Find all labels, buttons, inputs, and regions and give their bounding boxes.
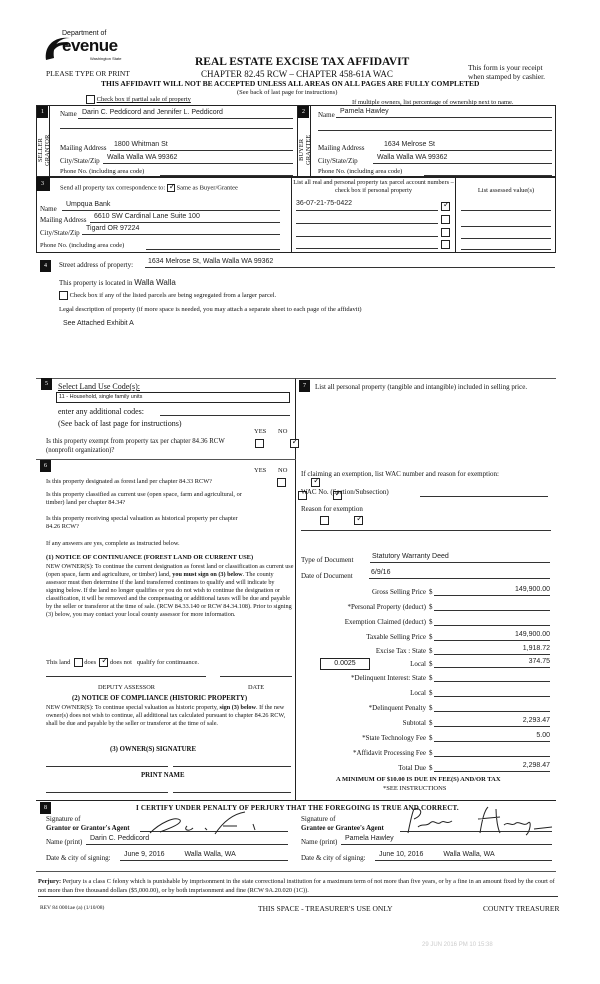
doc-type-field[interactable]: Statutory Warranty Deed xyxy=(370,553,550,563)
subtotal-label: Subtotal xyxy=(402,719,426,727)
continuance-row: This land does ✓ does not qualify for continuance. xyxy=(46,658,199,667)
exempt-question: Is this property exempt from property tax per chapter 84.36 RCW (nonprofit organization)? xyxy=(46,438,225,454)
forest-no-checkbox[interactable] xyxy=(311,478,320,487)
grantee-date: June 10, 2016 xyxy=(379,851,424,858)
section-number-2: 2 xyxy=(298,106,309,118)
currency-symbol: $ xyxy=(429,689,433,697)
currency-symbol: $ xyxy=(429,588,433,596)
buyer-phone-field[interactable] xyxy=(424,168,552,176)
parcel-row xyxy=(296,238,451,249)
grantee-name-field[interactable]: Pamela Hawley xyxy=(341,835,552,845)
exemption-claimed-field[interactable] xyxy=(434,616,550,626)
state-technology-fee-field[interactable]: 5.00 xyxy=(434,732,550,742)
grantor-date-label: Date & city of signing: xyxy=(46,854,111,862)
doc-type-label: Type of Document xyxy=(301,556,354,564)
grantor-city: Walla Walla, WA xyxy=(184,851,236,858)
taxable-selling-price-label: Taxable Selling Price xyxy=(366,633,426,641)
grantee-name-label: Name (print) xyxy=(301,838,338,846)
additional-codes-field[interactable] xyxy=(160,408,290,416)
delinquent-penalty-field[interactable] xyxy=(434,702,550,712)
forest-land-question: Is this property designated as forest land per chapter 84.33 RCW? xyxy=(46,478,212,485)
seller-name-row: Name xyxy=(60,110,77,118)
located-row: This property is located in Walla Walla xyxy=(59,278,176,287)
total-due-label: Total Due xyxy=(398,764,426,772)
parcel-number-field[interactable] xyxy=(296,213,438,224)
gross-selling-price-label: Gross Selling Price xyxy=(371,588,426,596)
assessed-header: List assessed value(s) xyxy=(477,187,535,194)
form-subtitle: CHAPTER 82.45 RCW – CHAPTER 458-61A WAC xyxy=(201,69,393,79)
grantor-date-field[interactable] xyxy=(120,851,288,861)
partial-sale-label: Check box if partial sale of property xyxy=(96,95,191,103)
total-due-field[interactable]: 2,298.47 xyxy=(434,762,550,772)
wac-label: WAC No. (Section/Subsection) xyxy=(301,488,389,496)
current-use-question: Is this property classified as current use (open space, farm and agricultural, or timber) land per chapter 84.34? xyxy=(46,491,242,506)
exempt-yes-checkbox[interactable] xyxy=(255,439,264,448)
deputy-assessor-label: DEPUTY ASSESSOR xyxy=(98,684,155,691)
exemption-claimed-label: Exemption Claimed (deduct) xyxy=(344,618,426,626)
section-number-8: 8 xyxy=(40,802,51,814)
parcel-row xyxy=(296,213,451,224)
minimum-note: A MINIMUM OF $10.00 IS DUE IN FEE(S) AND/OR TAX xyxy=(336,776,501,783)
exempt-no-checkbox[interactable] xyxy=(290,439,299,448)
currency-symbol: $ xyxy=(429,660,433,668)
section-number-3: 3 xyxy=(37,178,48,190)
section-number-4: 4 xyxy=(40,260,51,272)
excise-tax-state-field[interactable]: 1,918.72 xyxy=(434,645,550,655)
county-treasurer-label: COUNTY TREASURER xyxy=(483,904,560,913)
state-technology-fee-label: *State Technology Fee xyxy=(362,734,426,742)
buyer-phone-label: Phone No. (including area code) xyxy=(318,168,403,175)
currency-symbol: $ xyxy=(429,749,433,757)
currency-symbol: $ xyxy=(429,764,433,772)
excise-tax-local-field[interactable]: 374.75 xyxy=(434,658,550,668)
notice-compliance-body: NEW OWNER(S): To continue special valuation as historic property, sign (3) below. If the new owner(s) does not wish to continue, all additional tax calculated pursuant to chapter 84.26 RCW, shall be due and payable by the seller or transferor at the time of sale. xyxy=(46,704,286,727)
seller-city-field[interactable]: Walla Walla WA 99362 xyxy=(103,154,293,164)
buyer-city-field[interactable]: Walla Walla WA 99362 xyxy=(373,154,552,164)
if-yes-note: If any answers are yes, complete as instructed below. xyxy=(46,540,180,547)
land-use-label: Select Land Use Code(s): xyxy=(58,382,140,391)
notice-continuance-body: NEW OWNER(S): To continue the current designation as forest land or classification as current use (open space, farm and agriculture, or timber) land, you must sign on (3) below. The county assessor must then determine if the land transferred continues to qualify and will indicate by signing below. If the land no longer qualifies or you do not wish to continue the designation or classification, it will be removed and the compensating or additional taxes will be due and payable by the seller or transferor at the time of sale. (RCW 84.33.140 or RCW 84.34.108). Prior to signing (3) below, you may contact your local county assessor for more information. xyxy=(46,563,294,618)
section-number-1: 1 xyxy=(37,106,48,118)
historical-question: Is this property receiving special valuation as historical property per chapter 84.26 RCW? xyxy=(46,515,238,530)
taxable-selling-price-field[interactable]: 149,900.00 xyxy=(434,631,550,641)
owner-signature-label: (3) OWNER(S) SIGNATURE xyxy=(110,746,196,753)
buyer-mailing-field[interactable]: 1634 Melrose St xyxy=(380,141,552,151)
seller-mailing-label: Mailing Address xyxy=(60,144,107,152)
street-address-field[interactable]: 1634 Melrose St, Walla Walla WA 99362 xyxy=(145,258,555,268)
delinquent-penalty-label: *Delinquent Penalty xyxy=(368,704,426,712)
corr-mailing-field[interactable]: 6610 SW Cardinal Lane Suite 100 xyxy=(90,213,280,223)
currency-symbol: $ xyxy=(429,704,433,712)
print-name-line-1[interactable] xyxy=(46,792,168,793)
parcel-row xyxy=(296,226,451,237)
local-rate-box[interactable]: 0.0025 xyxy=(320,658,370,670)
currency-symbol: $ xyxy=(429,603,433,611)
buyer-name-field[interactable]: Pamela Hawley xyxy=(336,108,552,118)
seller-mailing-field[interactable]: 1800 Whitman St xyxy=(110,141,293,151)
street-label: Street address of property: xyxy=(59,261,134,269)
parcel-number-field[interactable] xyxy=(296,226,438,237)
corr-mailing-label: Mailing Address xyxy=(40,216,87,224)
please-type: PLEASE TYPE OR PRINT xyxy=(46,69,130,78)
section-number-5: 5 xyxy=(41,378,52,390)
corr-phone-label: Phone No. (including area code) xyxy=(40,242,125,249)
grantor-name-field[interactable]: Darin C. Peddicord xyxy=(86,835,288,845)
buyer-mailing-label: Mailing Address xyxy=(318,144,365,152)
legal-description-label: Legal description of property (if more space is needed, you may attach a separate sheet to each page of the affidavit) xyxy=(59,306,362,313)
doc-date-field[interactable]: 6/9/16 xyxy=(369,569,550,579)
corr-phone-field[interactable] xyxy=(146,242,280,250)
print-name-line-2[interactable] xyxy=(173,792,291,793)
logo-dept: Department of xyxy=(62,30,107,37)
parcel-header: List all real and personal property tax parcel account numbers – check box if personal property xyxy=(293,179,454,194)
treasurer-space-label: THIS SPACE - TREASURER'S USE ONLY xyxy=(258,904,393,913)
deputy-assessor-date-line[interactable] xyxy=(220,676,292,677)
print-name-label: PRINT NAME xyxy=(141,772,185,779)
corr-name-field[interactable]: Umpqua Bank xyxy=(62,201,280,211)
legal-description-value[interactable]: See Attached Exhibit A xyxy=(63,320,134,327)
subtotal-field[interactable]: 2,293.47 xyxy=(434,717,550,727)
notice-continuance-title: (1) NOTICE OF CONTINUANCE (FOREST LAND OR CURRENT USE) xyxy=(46,554,254,561)
affidavit-processing-fee-field[interactable] xyxy=(434,747,550,757)
wac-field[interactable] xyxy=(420,488,548,497)
reason-label: Reason for exemption xyxy=(301,505,363,513)
grantee-sig-label-1: Signature of xyxy=(301,815,336,823)
no-header: NO xyxy=(278,467,288,474)
personal-property-area[interactable] xyxy=(315,400,555,460)
land-use-select[interactable]: 11 - Household, single family units xyxy=(56,392,290,403)
personal-property-checkbox[interactable] xyxy=(441,240,450,249)
delinquent-interest-local-field[interactable] xyxy=(434,687,550,697)
seller-phone-field[interactable] xyxy=(160,168,293,176)
segregated-row: Check box if any of the listed parcels are being segregated from a larger parcel. xyxy=(59,291,276,300)
reason-field[interactable] xyxy=(301,530,551,531)
grantee-city: Walla Walla, WA xyxy=(443,851,495,858)
does-not-checkbox[interactable] xyxy=(99,658,108,667)
section-number-6: 6 xyxy=(40,460,51,472)
currency-symbol: $ xyxy=(429,633,433,641)
partial-sale-box[interactable] xyxy=(86,95,95,104)
personal-property-deduct-field[interactable] xyxy=(434,601,550,611)
logo-state: Washington State xyxy=(90,56,122,61)
buyer-grantee-label: BUYER GRANTEE xyxy=(298,134,312,166)
parcel-number-field[interactable]: 36-07-21-75-0422 xyxy=(296,200,438,211)
corr-city-label: City/State/Zip xyxy=(40,229,80,237)
excise-tax-state-label: Excise Tax : State xyxy=(375,647,426,655)
located-value: Walla Walla xyxy=(134,278,176,287)
personal-property-checkbox[interactable] xyxy=(441,228,450,237)
multiple-owners-note: If multiple owners, list percentage of ownership next to name. xyxy=(352,99,514,106)
grantor-sig-label-2: Grantor or Grantor's Agent xyxy=(46,824,130,832)
section-number-7: 7 xyxy=(299,380,310,392)
treasurer-stamp: 29 JUN 2016 PM 10 15:38 xyxy=(422,942,493,948)
certify-statement: I CERTIFY UNDER PENALTY OF PERJURY THAT THE FOREGOING IS TRUE AND CORRECT. xyxy=(136,804,459,812)
grantee-signature-icon xyxy=(400,805,555,837)
yes-header: YES xyxy=(254,467,267,474)
corr-city-field[interactable]: Tigard OR 97224 xyxy=(82,225,280,235)
assessed-value-field[interactable] xyxy=(461,238,551,239)
does-checkbox[interactable] xyxy=(74,658,83,667)
currency-symbol: $ xyxy=(429,618,433,626)
currency-symbol: $ xyxy=(429,734,433,742)
affidavit-processing-fee-label: *Affidavit Processing Fee xyxy=(353,749,426,757)
notice-compliance-title: (2) NOTICE OF COMPLIANCE (HISTORIC PROPERTY) xyxy=(72,695,248,702)
currency-symbol: $ xyxy=(429,719,433,727)
grantee-sig-label-2: Grantee or Grantee's Agent xyxy=(301,824,384,832)
send-correspondence-row: Send all property tax correspondence to: ✓ Same as Buyer/Grantee xyxy=(60,184,238,192)
personal-property-checkbox[interactable] xyxy=(441,202,450,211)
personal-property-label: List all personal property (tangible and intangible) included in selling price. xyxy=(315,383,528,391)
segregated-checkbox[interactable] xyxy=(59,291,68,300)
yes-header: YES xyxy=(254,428,267,435)
seller-name-field[interactable]: Darin C. Peddicord and Jennifer L. Peddicord xyxy=(78,109,293,119)
warning-banner: THIS AFFIDAVIT WILL NOT BE ACCEPTED UNLESS ALL AREAS ON ALL PAGES ARE FULLY COMPLETED xyxy=(101,79,480,88)
same-as-buyer-checkbox[interactable] xyxy=(167,184,175,192)
historical-yes-checkbox[interactable] xyxy=(320,516,329,525)
assessed-value-field[interactable] xyxy=(461,249,551,250)
grantee-date-label: Date & city of signing: xyxy=(301,854,366,862)
seller-name-line2[interactable] xyxy=(60,128,293,129)
seller-phone-label: Phone No. (including area code) xyxy=(60,168,145,175)
seller-grantor-label: SELLER GRANTOR xyxy=(37,134,51,166)
delinquent-interest-state-label: *Delinquent Interest: State xyxy=(350,674,426,682)
exemption-label: If claiming an exemption, list WAC number and reason for exemption: xyxy=(301,470,499,478)
delinquent-interest-local-label: Local xyxy=(410,689,426,697)
doc-date-label: Date of Document xyxy=(301,572,353,580)
personal-property-deduct-label: *Personal Property (deduct) xyxy=(347,603,426,611)
instructions-note: (See back of last page for instructions) xyxy=(237,89,338,96)
delinquent-interest-state-field[interactable] xyxy=(434,672,550,682)
logo-name: evenue xyxy=(62,36,118,55)
corr-name-label: Name xyxy=(40,205,57,213)
buyer-name-line2[interactable] xyxy=(318,130,552,131)
date-label: DATE xyxy=(248,684,265,691)
grantor-date: June 9, 2016 xyxy=(124,851,165,858)
historical-no-checkbox[interactable] xyxy=(354,516,363,525)
form-title: REAL ESTATE EXCISE TAX AFFIDAVIT xyxy=(195,56,410,68)
receipt-note-2: when stamped by cashier. xyxy=(468,72,546,81)
grantor-sig-label-1: Signature of xyxy=(46,815,81,823)
buyer-name-label: Name xyxy=(318,111,335,119)
partial-sale-checkbox[interactable] xyxy=(86,95,191,104)
land-use-instructions: (See back of last page for instructions) xyxy=(58,419,182,428)
currency-symbol: $ xyxy=(429,647,433,655)
owner-signature-line-2[interactable] xyxy=(173,766,291,767)
parcel-row xyxy=(296,200,451,211)
see-instructions: *SEE INSTRUCTIONS xyxy=(383,785,447,792)
owner-signature-line-1[interactable] xyxy=(46,766,168,767)
parcel-number-field[interactable] xyxy=(296,238,438,249)
receipt-note-1: This form is your receipt xyxy=(468,63,543,72)
personal-property-checkbox[interactable] xyxy=(441,215,450,224)
grantor-name-label: Name (print) xyxy=(46,838,83,846)
no-header: NO xyxy=(278,428,288,435)
deputy-assessor-signature-line[interactable] xyxy=(46,676,206,677)
grantor-signature-icon xyxy=(145,808,285,838)
excise-tax-local-label: Local xyxy=(410,660,426,668)
assessed-value-field[interactable] xyxy=(461,226,551,227)
assessed-value-field[interactable] xyxy=(461,210,551,211)
gross-selling-price-field[interactable]: 149,900.00 xyxy=(434,586,550,596)
grantee-date-field[interactable] xyxy=(375,851,552,861)
additional-codes-label: enter any additional codes: xyxy=(58,407,144,416)
buyer-city-label: City/State/Zip xyxy=(318,157,358,165)
currency-symbol: $ xyxy=(429,674,433,682)
forest-yes-checkbox[interactable] xyxy=(277,478,286,487)
seller-city-label: City/State/Zip xyxy=(60,157,100,165)
perjury-notice: Perjury: Perjury is a class C felony which is punishable by imprisonment in the state correctional institution for a maximum term of not more than five years, or by a fine in an amount fixed by the court of not more than five thousand dollars ($5,000.00), or by both imprisonment and fine (RCW 9A.20.020 (1C)). xyxy=(38,877,558,897)
form-number: REV 84 0001ae (a) (1/10/08) xyxy=(40,905,105,911)
dor-logo xyxy=(42,30,132,70)
